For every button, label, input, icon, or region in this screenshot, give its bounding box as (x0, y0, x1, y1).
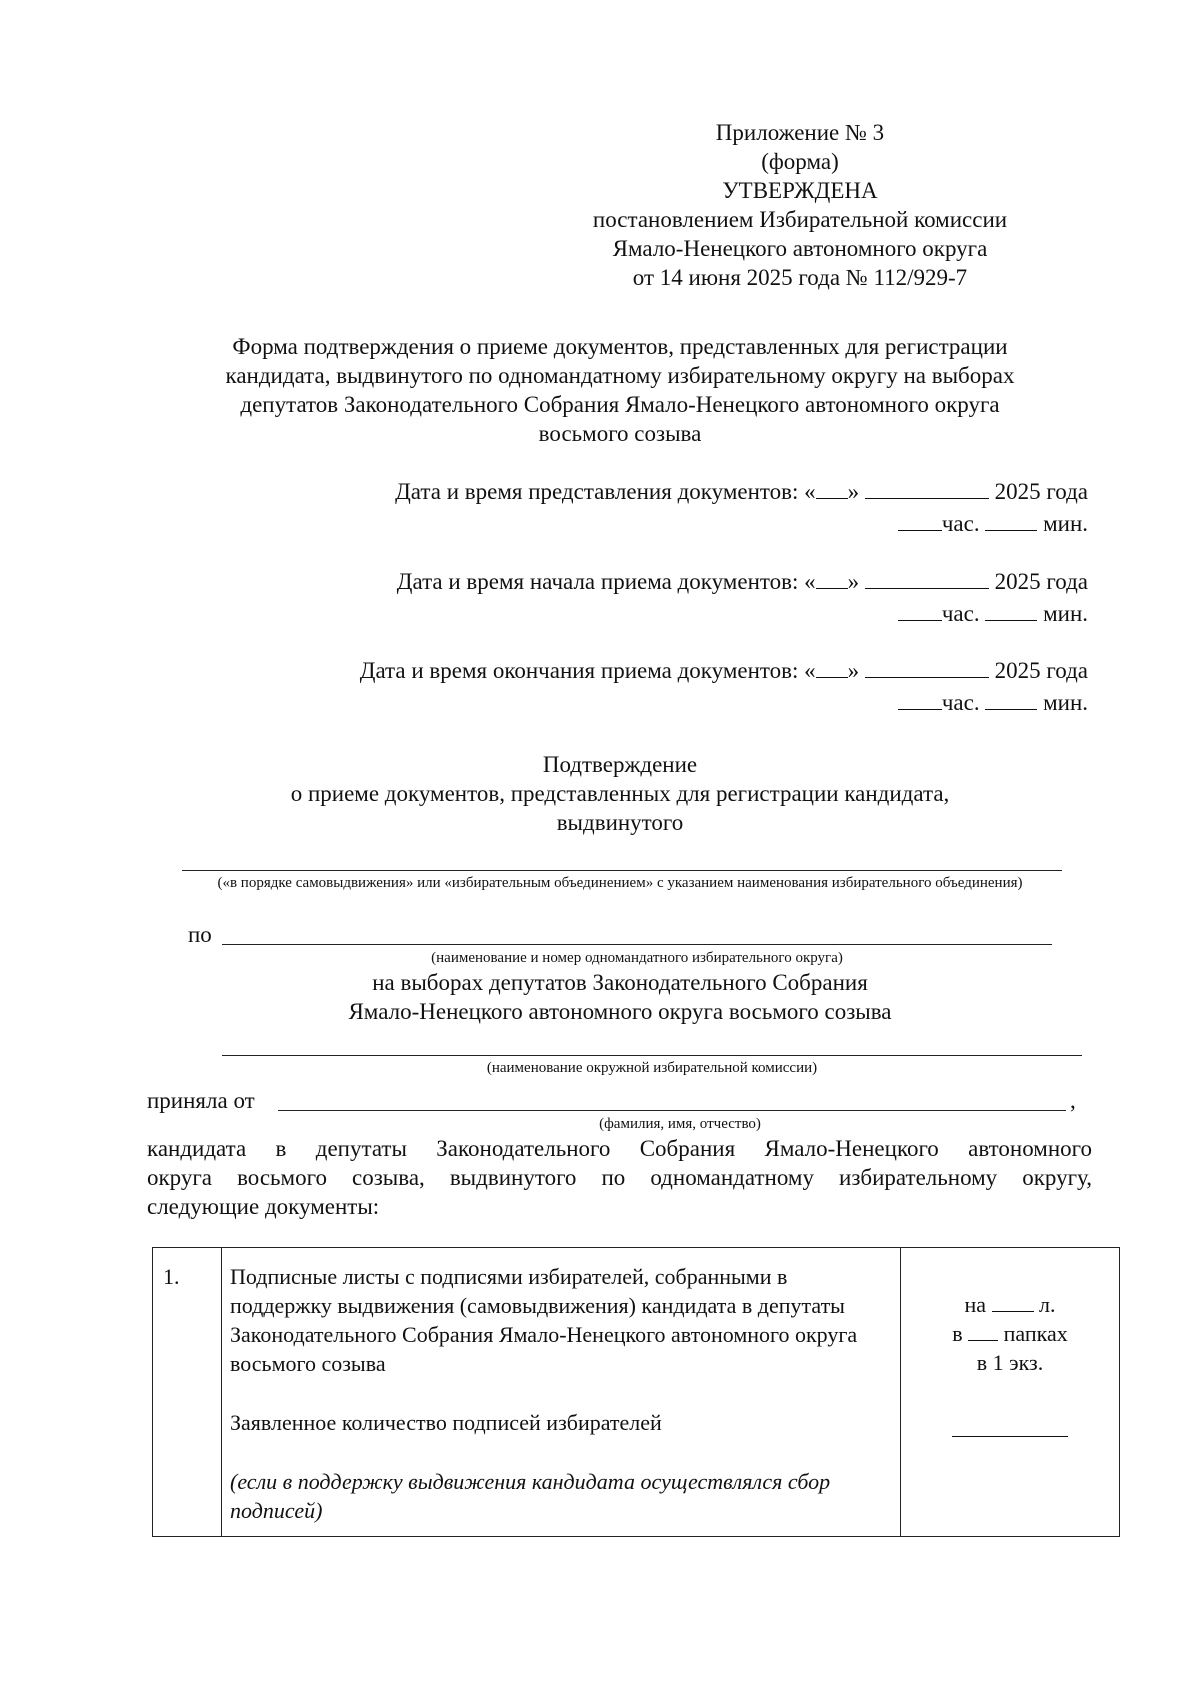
row-number: 1. (153, 1248, 222, 1537)
datetime-label: Дата и время окончания приема документов: « (359, 658, 816, 683)
body-paragraph (147, 1134, 1092, 1221)
on-label: на (964, 1292, 987, 1317)
signature-count-blank[interactable] (952, 1418, 1068, 1437)
quote-close: » (847, 479, 860, 504)
row-description: Подписные листы с подписями избирателей, собранными в поддержку выдвижения (самовыдвижения) кандидата в депутаты Законодательного Собрания Ямало-Ненецкого автономного округа восьмого созыва (230, 1264, 858, 1376)
elections-line-1: на выборах депутатов Законодательного Собрания (372, 970, 868, 995)
appendix-form-label: (форма) (761, 149, 839, 174)
district-caption: (наименование и номер одномандатного избирательного округа) (431, 950, 843, 966)
copies-line: в 1 экз. (976, 1350, 1044, 1375)
appendix-commission: Ямало-Ненецкого автономного округа (612, 236, 988, 261)
appendix-approved: УТВЕРЖДЕНА (722, 178, 878, 203)
row-declared-signatures: Заявленное количество подписей избирателей (230, 1410, 662, 1435)
sheets-line (901, 1290, 1119, 1319)
body-line-2: округа восьмого созыва, выдвинутого по одномандатному избирательному округу, (147, 1165, 1092, 1190)
confirmation-heading: Подтверждение (542, 752, 698, 777)
confirmation-nominated: выдвинутого (556, 810, 684, 835)
month-blank[interactable] (865, 480, 989, 499)
nomination-input-line[interactable] (182, 870, 1062, 871)
nomination-caption: («в порядке самовыдвижения» или «избирательным объединением» с указанием наименования избирательного объединения) (217, 875, 1023, 891)
commission-caption: (наименование окружной избирательной комиссии) (486, 1060, 818, 1076)
year-label: 2025 года (994, 658, 1088, 683)
minutes-blank[interactable] (985, 691, 1037, 710)
minutes-label: мин. (1043, 601, 1088, 626)
day-blank[interactable] (816, 480, 848, 499)
fio-input-line[interactable] (278, 1110, 1066, 1111)
hours-label: час. (941, 690, 980, 715)
documents-table (152, 1247, 1120, 1537)
datetime-end (200, 656, 1088, 685)
body-line-1: кандидата в депутаты Законодательного Собрания Ямало-Ненецкого автономного (147, 1136, 1092, 1161)
minutes-label: мин. (1043, 511, 1088, 536)
quote-close: » (847, 569, 860, 594)
in-label: в (952, 1321, 963, 1346)
folders-line (901, 1319, 1119, 1348)
sheets-blank[interactable] (992, 1293, 1034, 1312)
confirmation-subtitle: о приеме документов, представленных для регистрации кандидата, (290, 781, 950, 806)
form-title-line-2: кандидата, выдвинутого по одномандатному избирательному округу на выборах (225, 363, 1015, 388)
district-input-line[interactable] (222, 944, 1052, 945)
appendix-block (560, 118, 1040, 292)
confirmation-heading-block (150, 750, 1090, 837)
day-blank[interactable] (816, 659, 848, 678)
minutes-label: мин. (1043, 690, 1088, 715)
form-title-line-3: депутатов Законодательного Собрания Ямало-Ненецкого автономного округа (240, 392, 1000, 417)
time-submission (700, 509, 1088, 538)
year-label: 2025 года (994, 479, 1088, 504)
appendix-number: Приложение № 3 (715, 120, 885, 145)
hours-label: час. (941, 511, 980, 536)
elections-block (150, 968, 1090, 1026)
datetime-start (200, 567, 1088, 596)
folders-blank[interactable] (968, 1322, 998, 1341)
hours-blank[interactable] (898, 691, 942, 710)
datetime-label: Дата и время начала приема документов: « (396, 569, 816, 594)
form-title (150, 332, 1090, 448)
time-start (700, 599, 1088, 628)
fio-caption: (фамилия, имя, отчество) (599, 1116, 761, 1132)
commission-input-line[interactable] (222, 1055, 1082, 1056)
body-line-3: следующие документы: (147, 1194, 380, 1219)
elections-line-2: Ямало-Ненецкого автономного округа восьмого созыва (348, 999, 892, 1024)
folders-suffix: папках (1003, 1321, 1068, 1346)
received-comma: , (1070, 1088, 1076, 1113)
quote-close: » (847, 658, 860, 683)
hours-blank[interactable] (898, 602, 942, 621)
form-title-line-4: восьмого созыва (538, 421, 702, 446)
appendix-resolution: постановлением Избирательной комиссии (592, 207, 1008, 232)
appendix-date: от 14 июня 2025 года № 112/929-7 (632, 265, 968, 290)
received-label: приняла от (147, 1088, 255, 1113)
row-description-cell (222, 1248, 901, 1537)
table-row (153, 1248, 1120, 1537)
datetime-label: Дата и время представления документов: « (395, 479, 816, 504)
row-quantity-cell (901, 1248, 1120, 1537)
month-blank[interactable] (865, 659, 989, 678)
time-end (700, 688, 1088, 717)
form-title-line-1: Форма подтверждения о приеме документов, представленных для регистрации (232, 334, 1008, 359)
row-note: (если в поддержку выдвижения кандидата осуществлялся сбор подписей) (230, 1469, 831, 1523)
hours-label: час. (941, 601, 980, 626)
day-blank[interactable] (816, 570, 848, 589)
hours-blank[interactable] (898, 512, 942, 531)
sheets-suffix: л. (1039, 1292, 1056, 1317)
signature-count-line (901, 1415, 1119, 1444)
month-blank[interactable] (865, 570, 989, 589)
minutes-blank[interactable] (985, 602, 1037, 621)
datetime-submission (200, 477, 1088, 506)
po-label: по (188, 922, 212, 947)
year-label: 2025 года (994, 569, 1088, 594)
minutes-blank[interactable] (985, 512, 1037, 531)
